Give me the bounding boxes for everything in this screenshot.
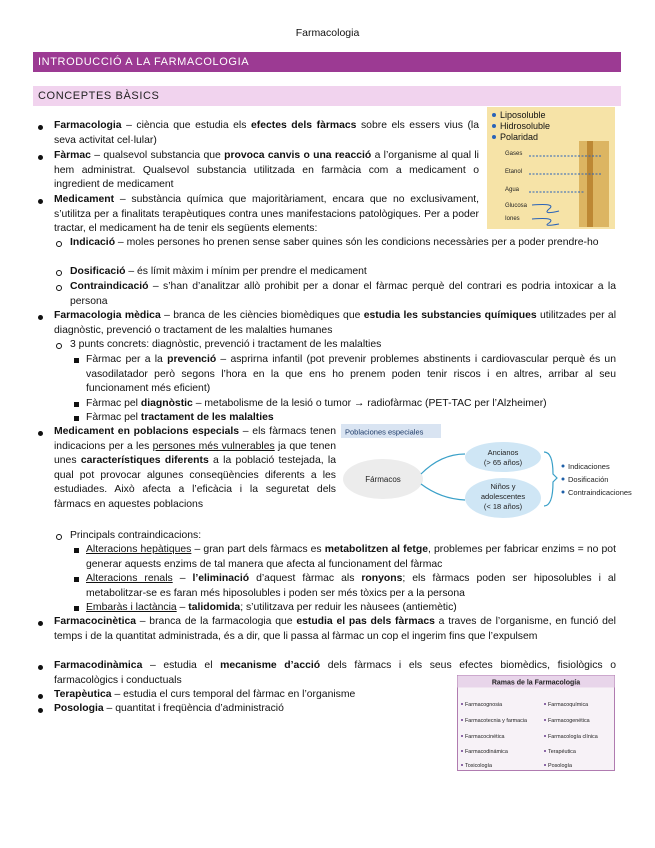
subsection-title: CONCEPTES BÀSICS <box>33 86 621 106</box>
item-medicament: Medicament – substància química que majoritàriament, encara que no exclusivament, s’utilitza per a finalitats terapèutiques contra unes manifestacions patològiques. Per a poder tractar, el medicament ha de tenir els següents elements: <box>54 194 479 235</box>
poblaciones-figure <box>341 424 632 522</box>
ramas-figure <box>457 675 615 771</box>
square-bullet-icon <box>74 548 79 553</box>
ninos-label: Niños y <box>490 482 516 491</box>
item-prevencio: Fàrmac per a la prevenció – asprirna infantil (pot prevenir problemes abstinents i cardiovascular perquè és un vasodilatador però segons l’hora en la que ens ho prenem poden tenir riscos i en altres, arribar al seu funcionament més eficient) <box>86 354 616 395</box>
ramas-diagram <box>457 675 615 771</box>
output-contraindicaciones: Contraindicaciones <box>568 488 632 497</box>
item-farmac: Fàrmac – qualsevol substancia que provoca canvis o una reacció a l’organisme al qual li hem administrat. Qualsevol substancia utilitzada en farmàcia com a medicament o ingredient de medicament <box>54 150 479 191</box>
ninos-range: (< 18 años) <box>483 502 523 511</box>
solubility-figure <box>487 107 615 229</box>
row-etanol: Etanol <box>505 169 523 175</box>
circle-bullet-icon <box>56 343 62 349</box>
item-farmacocinetica: Farmacocinètica – branca de la farmacologia que estudia el pas dels fàrmacs a traves de l’organisme, en funció del temps i de la quantitat administrada, és a dir, que li passa al fàrmac un cop el ingerim fins que l’expulsem <box>54 616 616 642</box>
row-gases: Gases <box>505 151 523 157</box>
legend-liposoluble: Liposoluble <box>500 110 546 120</box>
section-title: INTRODUCCIÓ A LA FARMACOLOGIA <box>33 52 621 72</box>
square-bullet-icon <box>74 606 79 611</box>
solubility-diagram <box>487 107 615 229</box>
item-farmacologia-medica: Farmacologia mèdica – branca de les ciències biomèdiques que estudia les substancies químiques utilitzades per al diagnòstic, prevenció o tractament de les malalties humanes <box>54 310 617 336</box>
item-principals: Principals contraindicacions: <box>70 530 202 541</box>
farmacos-label: Fármacos <box>365 475 401 484</box>
poblaciones-diagram <box>341 424 632 522</box>
output-dosificacion: Dosificación <box>568 475 609 484</box>
item-terapeutica: Terapèutica – estudia el curs temporal del fàrmac en l’organisme <box>54 689 356 700</box>
bullet-icon <box>38 665 43 670</box>
legend-hidrosoluble: Hidrosoluble <box>500 121 551 131</box>
circle-bullet-icon <box>56 270 62 276</box>
item-alteracions-renals: Alteracions renals – l’eliminació d’aquest fàrmac als ronyons; els fàrmacs poden ser hiposolubles i al metabolitzar-se es faran més hiposolubles i poden ser més tòxics per a la persona <box>86 573 616 599</box>
item-farmacodinamica: Farmacodinàmica – estudia el mecanisme d’acció dels fàrmacs i els seus efectes biomèdics, fisiològics o farmacològics i conductuals <box>54 660 617 686</box>
bullet-icon <box>38 315 43 320</box>
ancianos-range: (> 65 años) <box>483 458 523 467</box>
item-dosificacio: Dosificació – és límit màxim i mínim per prendre el medicament <box>70 266 367 277</box>
bullet-icon <box>38 621 43 626</box>
bullet-icon <box>38 199 43 204</box>
square-bullet-icon <box>74 416 79 421</box>
circle-bullet-icon <box>56 241 62 247</box>
rama-farmacocinetica: Farmacocinética <box>465 734 505 740</box>
bullet-icon <box>38 708 43 713</box>
row-glucosa: Glucosa <box>505 203 528 209</box>
square-bullet-icon <box>74 402 79 407</box>
ancianos-label: Ancianos <box>487 448 519 457</box>
bullet-icon <box>38 125 43 130</box>
rama-farmacogenetica: Farmacogenética <box>548 718 590 724</box>
rama-terapeutica: Terapéutica <box>548 749 576 755</box>
rama-farmacoquimica: Farmacoquímica <box>548 702 589 708</box>
item-embaras-lactancia: Embaràs i lactància – talidomida; s’utilitzava per reduir les nàusees (antiemètic) <box>86 602 457 613</box>
rama-farmacognosia: Farmacognosia <box>465 702 503 708</box>
bullet-icon <box>38 155 43 160</box>
rama-farmacotecnia: Farmacotecnia y farmacia <box>465 718 528 724</box>
row-iones: Iones <box>505 216 520 222</box>
item-diagnostic: Fàrmac pel diagnòstic – metabolisme de la lesió o tumor → radiofàrmac (PET-TAC per l’Alzheimer) <box>86 398 547 409</box>
square-bullet-icon <box>74 358 79 363</box>
adolescentes-label: adolescentes <box>480 492 526 501</box>
rama-posologia: Posología <box>548 763 572 769</box>
ramas-title: Ramas de la Farmacología <box>491 679 581 687</box>
item-contraindicacio: Contraindicació – s’han d’analitzar allò prohibit per a donar el fàrmac perquè del contrari es podria intoxicar a la persona <box>70 281 616 307</box>
item-indicacio: Indicació – moles persones ho prenen sense saber quines són les condicions necessàries per a poder prendre-ho <box>70 237 599 248</box>
output-indicaciones: Indicaciones <box>568 462 610 471</box>
circle-bullet-icon <box>56 285 62 291</box>
legend-polaridad: Polaridad <box>500 132 539 142</box>
bullet-icon <box>38 694 43 699</box>
item-tres-punts: 3 punts concrets: diagnòstic, prevenció i tractament de les malalties <box>70 339 382 350</box>
square-bullet-icon <box>74 577 79 582</box>
poblaciones-title: Poblaciones especiales <box>345 427 424 437</box>
item-posologia: Posologia – quantitat i freqüència d’administració <box>54 703 284 714</box>
rama-farmacodinamica: Farmacodinámica <box>465 749 508 755</box>
item-alteracions-hepatiques: Alteracions hepàtiques – gran part dels fàrmacs es metabolitzen al fetge, problemes per fabricar enzims = no pot generar aquests enzims de tal manera que afecta al funcionament del fàrmac <box>86 544 616 570</box>
circle-bullet-icon <box>56 534 62 540</box>
item-poblacions-especials: Medicament en poblacions especials – els fàrmacs tenen indicacions per a les persones més vulnerables ja que tenen unes característiques diferents a la població testejada, la qual pot provocar algunes conseqüències diferents a les estudiades. Això afecta a l’eficàcia i la seguretat dels fàrmacs en aquestes poblacions <box>54 426 337 510</box>
item-farmacologia: Farmacologia – ciència que estudia els efectes dels fàrmacs sobre els essers vius (la seva activitat cel·lular) <box>54 120 479 146</box>
bullet-icon <box>38 431 43 436</box>
rama-toxicologia: Toxicología <box>465 763 492 769</box>
row-agua: Agua <box>505 187 520 193</box>
item-tractament: Fàrmac pel tractament de les malalties <box>86 412 274 423</box>
page-header-title: Farmacologia <box>295 27 360 39</box>
rama-farmacologia-clinica: Farmacología clínica <box>548 734 598 740</box>
